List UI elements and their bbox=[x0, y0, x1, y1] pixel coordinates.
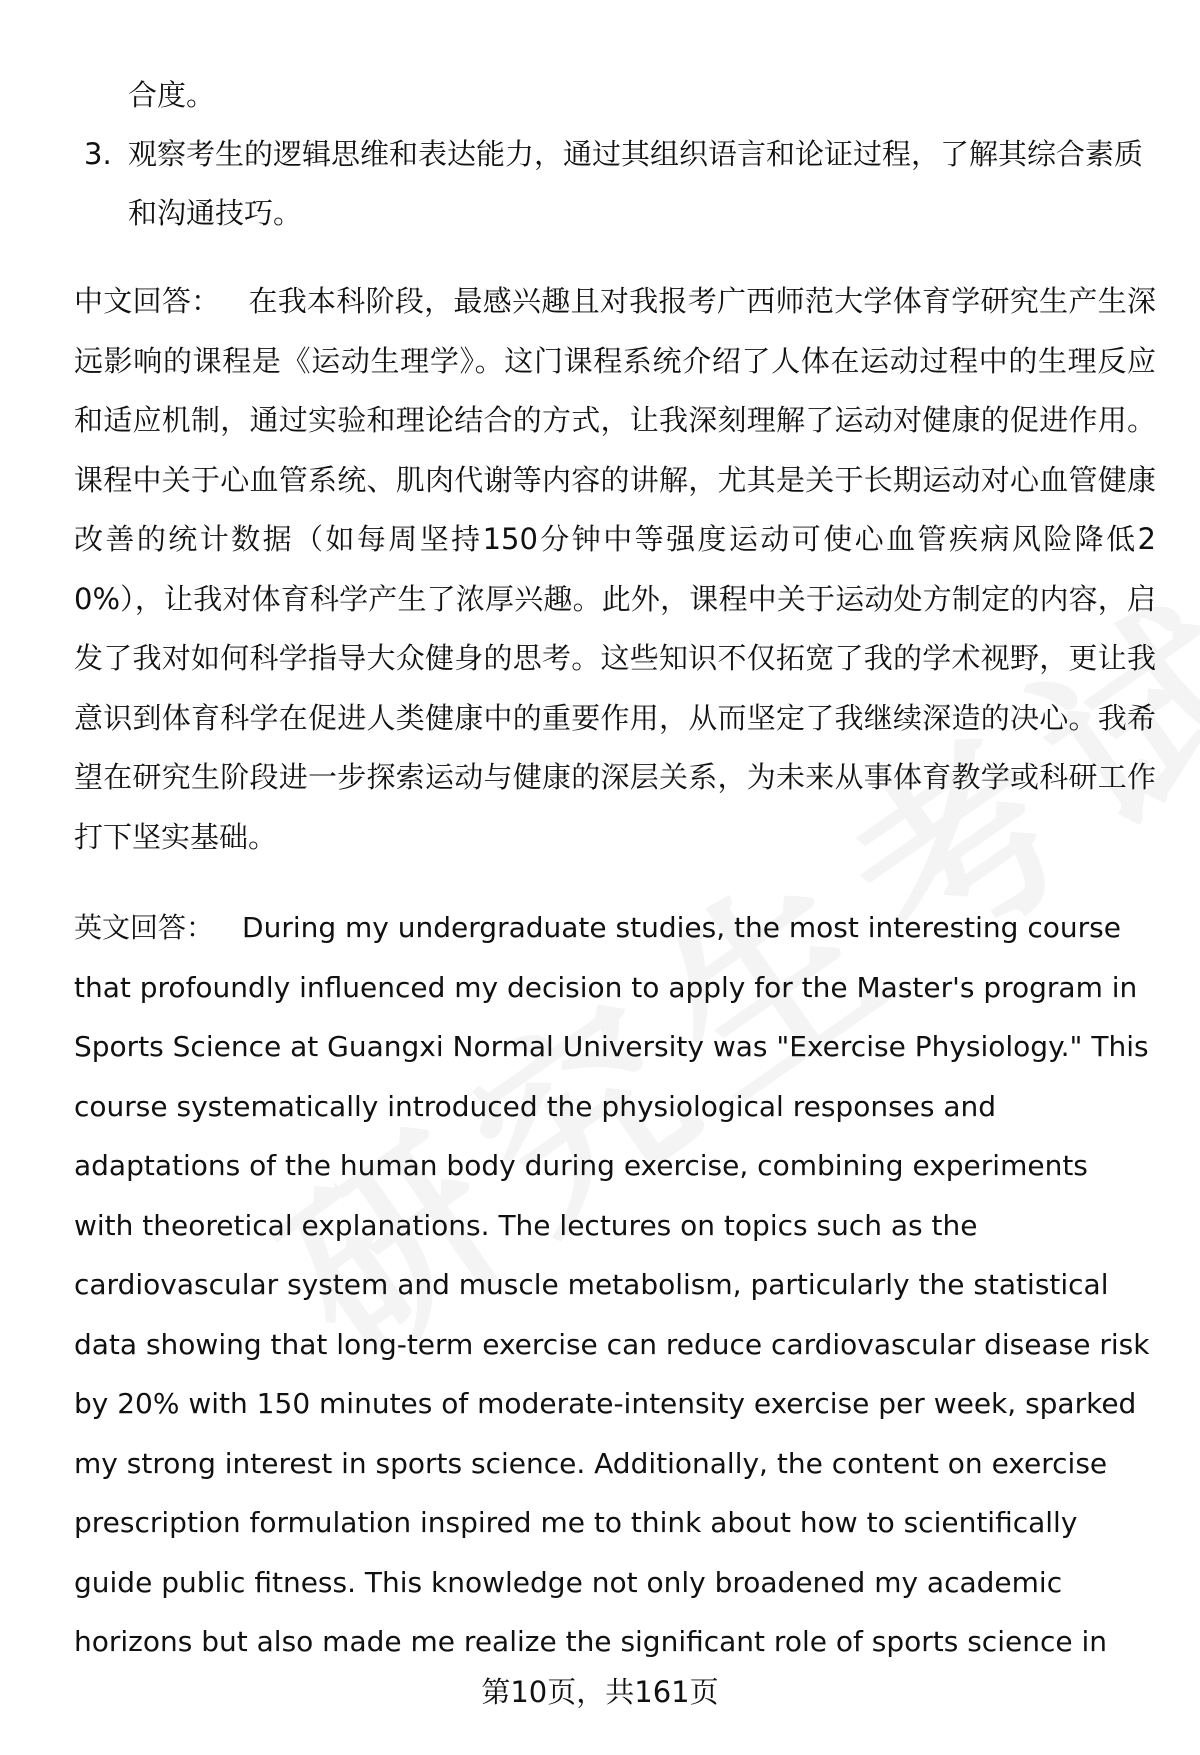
english-answer-text: During my undergraduate studies, the most interesting course that profoundly influenced my decision to apply for the Master's program in Sports Science at Guangxi Normal University was "Exercise Physiology." This course systematically introduced the physiological responses and adaptations of the human body during exercise, combining experiments with theoretical explanations. The lectures on topics such as the cardiovascular system and muscle metabolism, particularly the statistical data showing that long-term exercise can reduce cardiovascular disease risk by 20% with 150 minutes of moderate-intensity exercise per week, sparked my strong interest in sports science. Additionally, the content on exercise prescription formulation inspired me to think about how to scientifically guide public fitness. This knowledge not only broadened my academic horizons but also made me realize the significant role of sports science in bbox=[74, 911, 1150, 1658]
numbered-list bbox=[74, 66, 1154, 243]
english-answer-paragraph bbox=[74, 898, 1156, 1672]
page-footer: 第10页，共161页 bbox=[481, 1675, 719, 1709]
list-item-number: 3. bbox=[84, 137, 112, 171]
list-item-3 bbox=[74, 125, 1154, 243]
list-item-text: 合度。 bbox=[128, 78, 216, 112]
list-item-continuation bbox=[74, 66, 1154, 125]
english-answer-label: 英文回答： bbox=[74, 911, 215, 944]
chinese-answer-text: 在我本科阶段，最感兴趣且对我报考广西师范大学体育学研究生产生深远影响的课程是《运动生理学》。这门课程系统介绍了人体在运动过程中的生理反应和适应机制，通过实验和理论结合的方式，让我深刻理解了运动对健康的促进作用。课程中关于心血管系统、肌肉代谢等内容的讲解，尤其是关于长期运动对心血管健康改善的统计数据（如每周坚持150分钟中等强度运动可使心血管疾病风险降低20%），让我对体育科学产生了浓厚兴趣。此外，课程中关于运动处方制定的内容，启发了我对如何科学指导大众健身的思考。这些知识不仅拓宽了我的学术视野，更让我意识到体育科学在促进人类健康中的重要作用，从而坚定了我继续深造的决心。我希望在研究生阶段进一步探索运动与健康的深层关系，为未来从事体育教学或科研工作打下坚实基础。 bbox=[74, 284, 1156, 854]
list-item-text: 观察考生的逻辑思维和表达能力，通过其组织语言和论证过程，了解其综合素质和沟通技巧。 bbox=[128, 137, 1144, 230]
chinese-answer-label: 中文回答： bbox=[74, 284, 221, 318]
chinese-answer-paragraph bbox=[74, 272, 1156, 867]
